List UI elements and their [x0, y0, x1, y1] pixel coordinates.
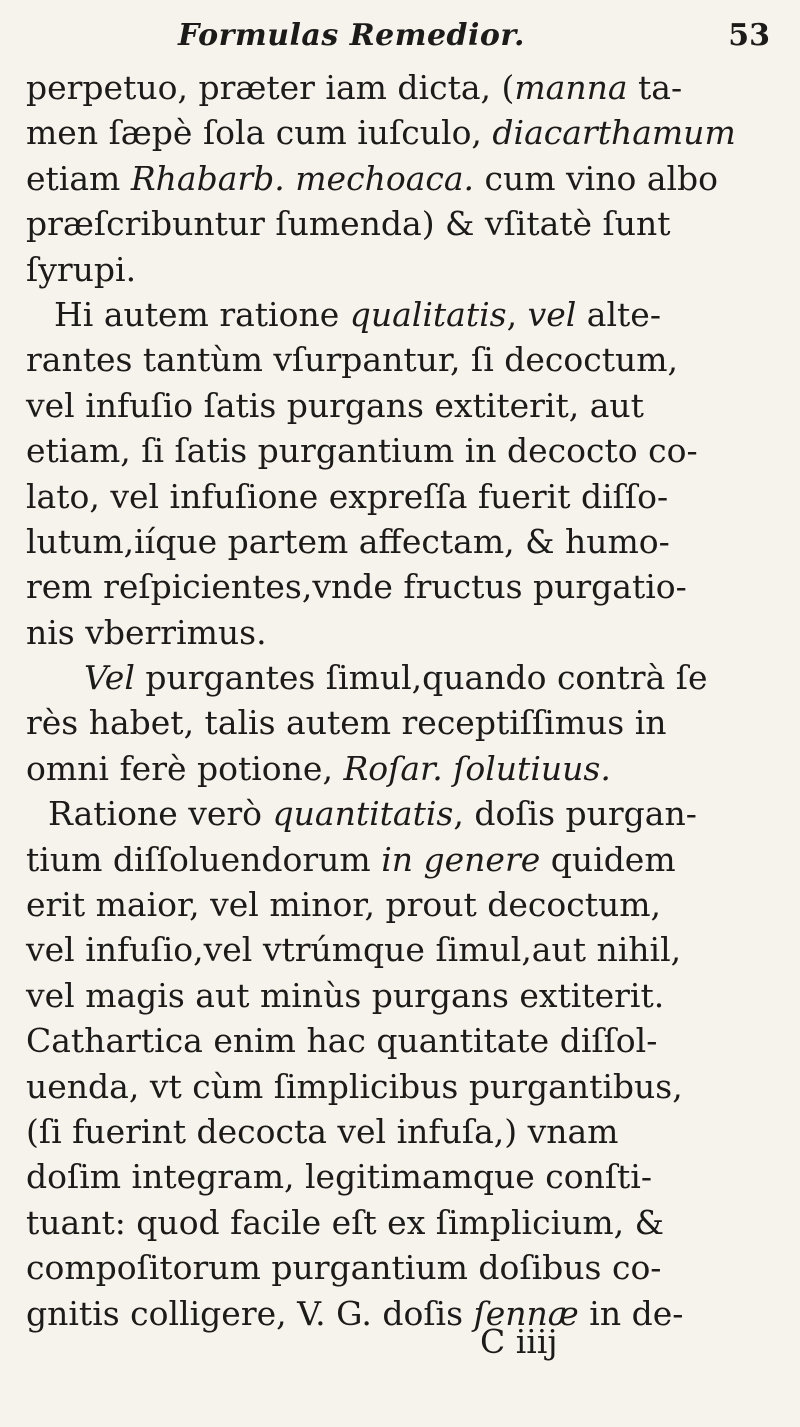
text-line: (ſi fuerint decocta vel infuſa,) vnam — [26, 1111, 619, 1151]
italic-span: ſennæ — [473, 1293, 579, 1333]
text-line: vel infuſio ſatis purgans extiterit, aut — [26, 385, 644, 425]
text-span: alte- — [576, 294, 661, 334]
text-span: tium diſſoluendorum — [26, 839, 382, 879]
text-line: doſim integram, legitimamque conſti- — [26, 1157, 653, 1197]
text-line: vel infuſio,vel vtrúmque ſimul,aut nihil, — [26, 930, 682, 970]
text-span: in de- — [578, 1293, 684, 1333]
text-line: etiam, ſi ſatis purgantium in decocto co- — [26, 431, 698, 471]
text-line: tuant: quod facile eſt ex ſimplicium, & — [26, 1202, 665, 1242]
text-line: compoſitorum purgantium doſibus co- — [26, 1248, 662, 1288]
text-span: etiam — [26, 158, 131, 198]
text-span: Hi autem ratione — [54, 294, 350, 334]
text-span: , doſis purgan- — [453, 794, 697, 834]
paragraph-start-line — [26, 292, 786, 337]
text-span: ta- — [627, 68, 683, 107]
text-line: uenda, vt cùm ſimplicibus purgantibus, — [26, 1066, 683, 1106]
text-line — [26, 746, 786, 791]
page-header — [150, 18, 770, 58]
text-span: , — [506, 294, 528, 334]
text-line: erit maior, vel minor, prout decoctum, — [26, 885, 661, 925]
text-line: vel magis aut minùs purgans extiterit. — [26, 975, 665, 1015]
body-text — [26, 65, 786, 1336]
text-line: lato, vel infuſione expreſſa fuerit diſſo- — [26, 476, 669, 516]
text-line: ſyrupi. — [26, 249, 137, 289]
text-line — [26, 1291, 786, 1336]
text-line: rem reſpicientes,vnde fructus purgatio- — [26, 567, 687, 607]
text-span: gnitis colligere, V. G. doſis — [26, 1293, 474, 1333]
text-line — [26, 156, 786, 201]
italic-span: manna — [514, 68, 628, 107]
text-line: nis vberrimus. — [26, 612, 267, 652]
text-span: quidem — [540, 839, 676, 879]
page-number: 53 — [728, 18, 770, 53]
text-span: perpetuo, præter iam dicta, ( — [26, 68, 515, 107]
text-line — [26, 837, 786, 882]
italic-span: Vel — [84, 658, 135, 698]
text-span: purgantes ſimul,quando contrà ſe — [134, 658, 708, 698]
running-title: Formulas Remedior. — [178, 18, 525, 53]
text-line — [26, 110, 786, 155]
text-line: rès habet, talis autem receptiſſimus in — [26, 703, 667, 743]
italic-span: vel — [527, 294, 577, 334]
paragraph-start-line — [26, 791, 786, 836]
italic-span: Rhabarb. mechoaca. — [130, 158, 475, 198]
italic-span: Roſar. ſolutiuus. — [343, 748, 611, 788]
italic-span: diacarthamum — [492, 113, 736, 153]
text-span: men ſæpè ſola cum iuſculo, — [26, 113, 493, 153]
text-span: cum vino albo — [474, 158, 719, 198]
italic-span: qualitatis — [349, 294, 507, 334]
text-span: omni ferè potione, — [26, 748, 344, 788]
italic-span: in genere — [381, 839, 541, 879]
text-line: Cathartica enim hac quantitate diſſol- — [26, 1021, 658, 1061]
text-line: lutum,iíque partem affectam, & humo- — [26, 521, 670, 561]
text-line: rantes tantùm vſurpantur, ſi decoctum, — [26, 340, 679, 380]
italic-span: quantitatis — [272, 794, 454, 834]
text-line — [26, 65, 786, 110]
paragraph-start-line — [26, 655, 786, 700]
signature-mark: C iiij — [480, 1322, 558, 1361]
text-span: Ratione verò — [48, 794, 273, 834]
text-line: præſcribuntur ſumenda) & vſitatè ſunt — [26, 204, 671, 244]
